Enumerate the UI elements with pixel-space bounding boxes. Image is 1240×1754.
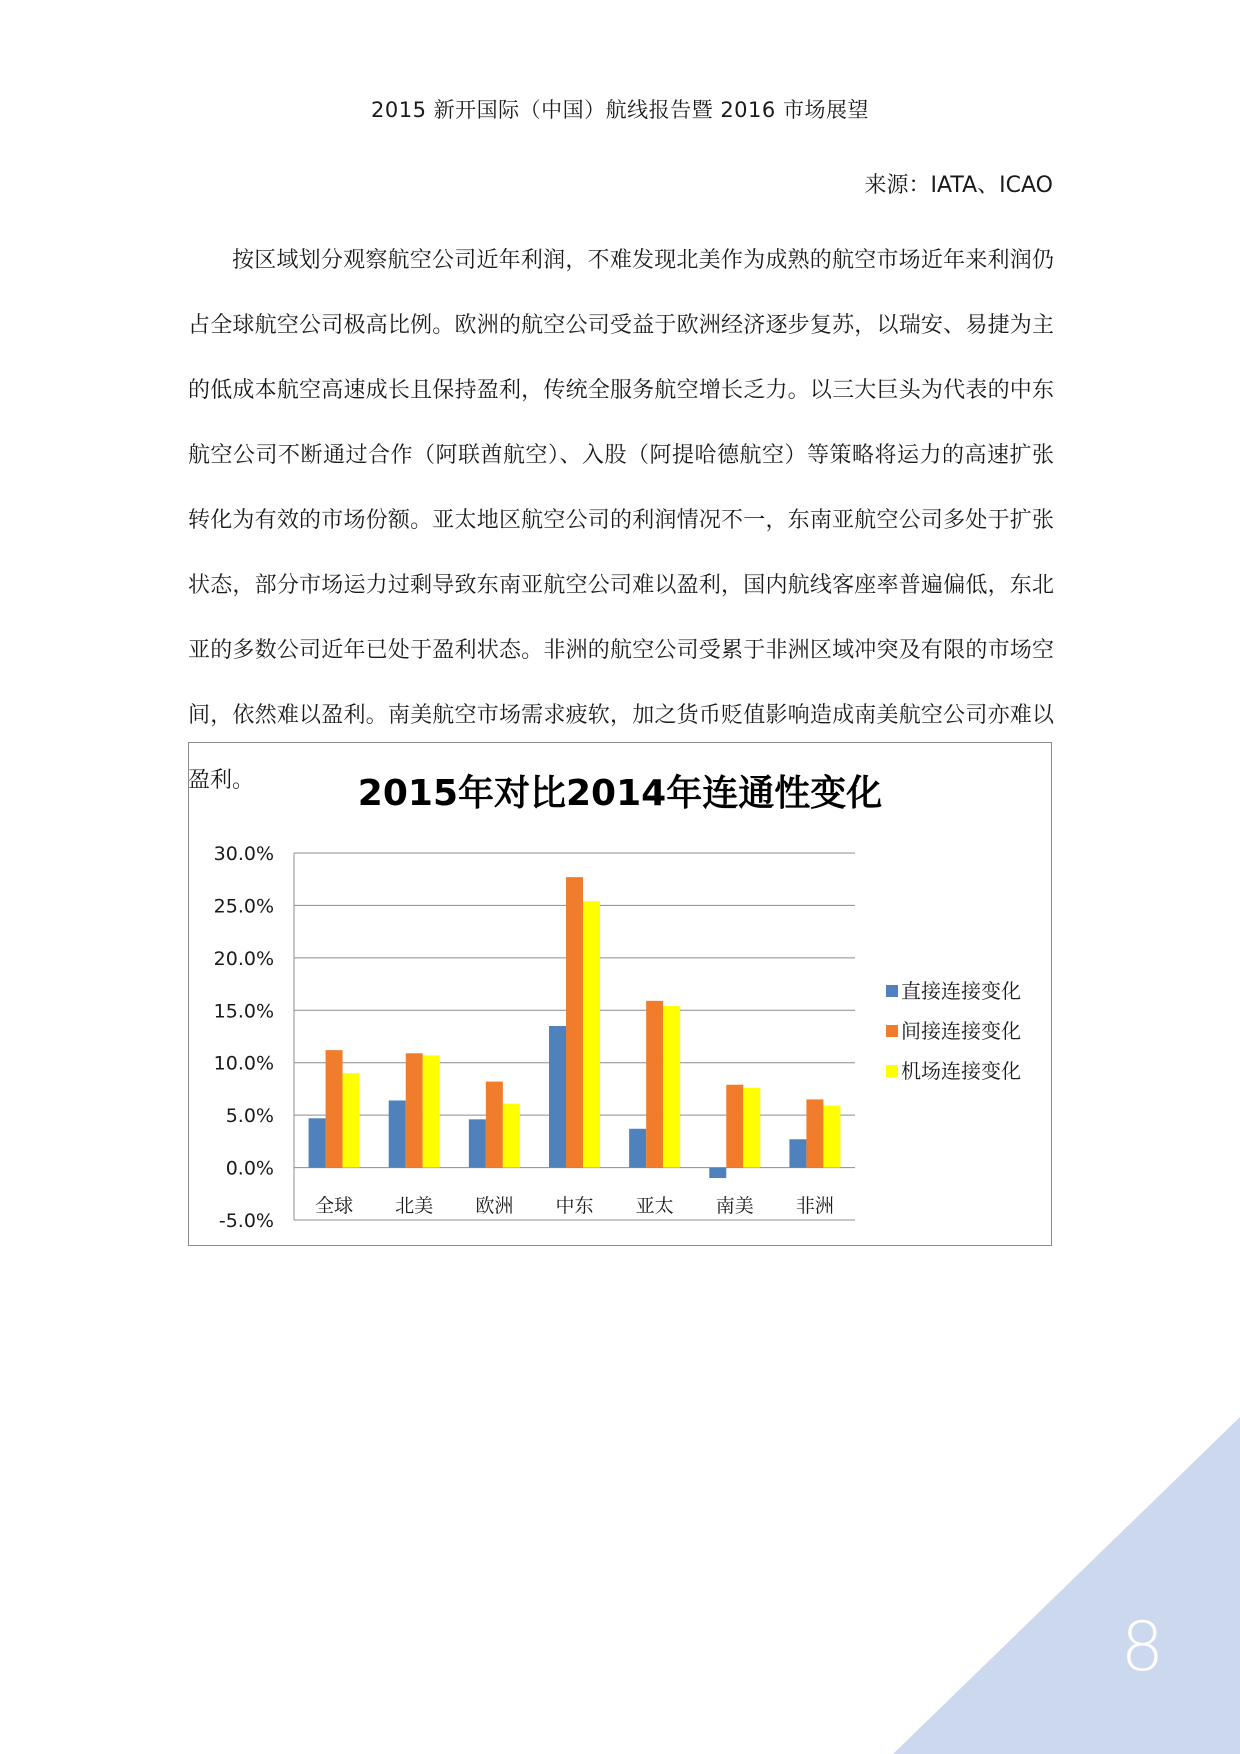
body-paragraph: 按区域划分观察航空公司近年利润，不难发现北美作为成熟的航空市场近年来利润仍占全球航空公司极高比例。欧洲的航空公司受益于欧洲经济逐步复苏，以瑞安、易捷为主的低成本航空高速成长且保持盈利，传统全服务航空增长乏力。以三大巨头为代表的中东航空公司不断通过合作（阿联酋航空）、入股（阿提哈德航空）等策略将运力的高速扩张转化为有效的市场份额。亚太地区航空公司的利润情况不一，东南亚航空公司多处于扩张状态，部分市场运力过剩导致东南亚航空公司难以盈利，国内航线客座率普遍偏低，东北亚的多数公司近年已处于盈利状态。非洲的航空公司受累于非洲区域冲突及有限的市场空间，依然难以盈利。南美航空市场需求疲软，加之货币贬值影响造成南美航空公司亦难以盈利。 <box>188 248 1054 793</box>
y-tick-label: 20.0% <box>213 947 274 970</box>
legend-swatch <box>886 985 898 997</box>
bar-2 <box>726 1085 743 1168</box>
bar-2 <box>646 1001 663 1168</box>
category-label: 中东 <box>555 1195 594 1217</box>
bar-1 <box>549 1026 566 1168</box>
category-label: 北美 <box>395 1195 434 1217</box>
y-tick-label: -5.0% <box>218 1210 274 1232</box>
y-tick-label: 10.0% <box>213 1052 274 1075</box>
y-tick-label: 0.0% <box>225 1157 274 1180</box>
connectivity-chart <box>188 742 1052 1246</box>
bar-1 <box>709 1168 726 1178</box>
bar-1 <box>469 1119 486 1167</box>
y-tick-label: 30.0% <box>213 843 274 865</box>
legend-label: 间接连接变化 <box>901 1019 1021 1043</box>
bar-1 <box>789 1139 806 1167</box>
category-label: 亚太 <box>635 1195 674 1217</box>
category-label: 全球 <box>315 1195 354 1217</box>
bar-3 <box>423 1055 440 1167</box>
bar-2 <box>406 1053 423 1167</box>
legend-swatch <box>886 1065 898 1077</box>
bar-3 <box>503 1104 520 1168</box>
bar-2 <box>486 1082 503 1168</box>
bar-3 <box>743 1088 760 1168</box>
source-citation: 来源：IATA、ICAO <box>864 173 1053 198</box>
legend-swatch <box>886 1025 898 1037</box>
bar-3 <box>823 1106 840 1168</box>
bar-1 <box>629 1129 646 1168</box>
bar-1 <box>389 1100 406 1167</box>
legend-label: 机场连接变化 <box>901 1059 1021 1083</box>
legend-label: 直接连接变化 <box>901 979 1021 1003</box>
y-tick-label: 15.0% <box>213 1000 274 1023</box>
bar-3 <box>663 1006 680 1167</box>
category-label: 南美 <box>715 1195 754 1217</box>
y-tick-label: 5.0% <box>225 1105 274 1128</box>
bar-2 <box>326 1050 343 1167</box>
bar-3 <box>583 901 600 1167</box>
category-label: 非洲 <box>795 1195 834 1217</box>
document-header-title: 2015 新开国际（中国）航线报告暨 2016 市场展望 <box>371 98 869 122</box>
bar-3 <box>343 1073 360 1167</box>
chart-canvas <box>189 743 1051 1245</box>
bar-2 <box>566 877 583 1167</box>
bar-1 <box>309 1118 326 1167</box>
category-label: 欧洲 <box>475 1195 514 1217</box>
page-number: 8 <box>1120 1608 1164 1687</box>
chart-title: 2015年对比2014年连通性变化 <box>357 773 883 814</box>
y-tick-label: 25.0% <box>213 895 274 918</box>
bar-2 <box>806 1099 823 1167</box>
